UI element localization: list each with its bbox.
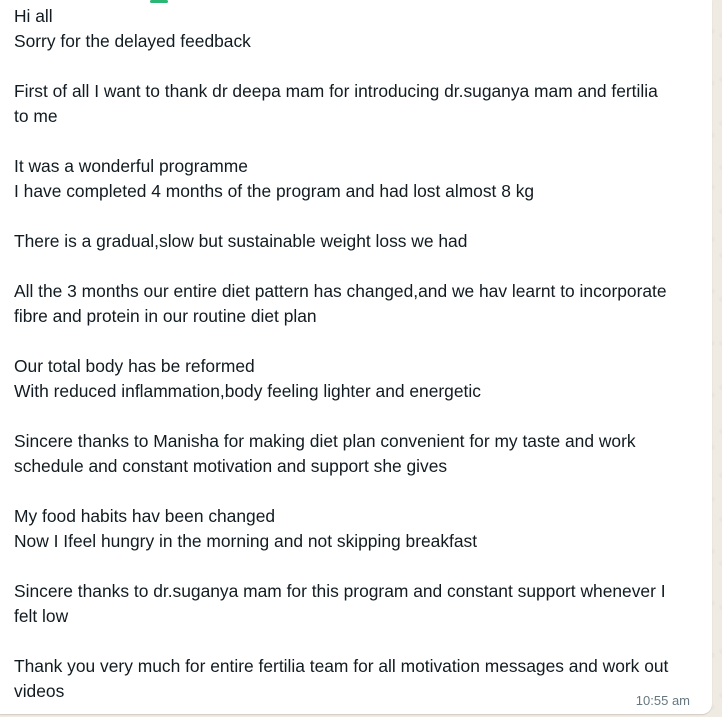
message-line: Sincere thanks to dr.suganya mam for this program and constant support whenever I xyxy=(14,581,666,601)
message-line: I have completed 4 months of the program and had lost almost 8 kg xyxy=(14,181,535,201)
paragraph-gap xyxy=(14,254,704,279)
message-line: Our total body has be reformed xyxy=(14,356,255,376)
message-timestamp: 10:55 am xyxy=(635,693,690,708)
message-line: Sincere thanks to Manisha for making diet plan convenient for my taste and work xyxy=(14,431,636,451)
message-line: Hi all xyxy=(14,6,53,26)
paragraph-gap xyxy=(14,129,704,154)
paragraph-gap xyxy=(14,404,704,429)
message-line: All the 3 months our entire diet pattern has changed,and we hav learnt to incorporate xyxy=(14,281,667,301)
paragraph-gap xyxy=(14,204,704,229)
paragraph-gap xyxy=(14,54,704,79)
paragraph-gap xyxy=(14,479,704,504)
paragraph-gap xyxy=(14,329,704,354)
message-line: There is a gradual,slow but sustainable weight loss we had xyxy=(14,231,468,251)
message-line: videos xyxy=(14,681,65,701)
message-line: Now I Ifeel hungry in the morning and not skipping breakfast xyxy=(14,531,478,551)
message-line: to me xyxy=(14,106,58,126)
sender-accent-bar xyxy=(150,0,168,3)
message-text xyxy=(14,4,704,704)
message-line: First of all I want to thank dr deepa mam for introducing dr.suganya mam and fertilia xyxy=(14,81,658,101)
paragraph-gap xyxy=(14,629,704,654)
message-line: fibre and protein in our routine diet plan xyxy=(14,306,317,326)
message-line: It was a wonderful programme xyxy=(14,156,248,176)
message-line: With reduced inflammation,body feeling lighter and energetic xyxy=(14,381,481,401)
message-line: My food habits hav been changed xyxy=(14,506,276,526)
message-line: felt low xyxy=(14,606,69,626)
paragraph-gap xyxy=(14,554,704,579)
message-line: Sorry for the delayed feedback xyxy=(14,31,251,51)
message-line: schedule and constant motivation and support she gives xyxy=(14,456,448,476)
message-line: Thank you very much for entire fertilia team for all motivation messages and work out xyxy=(14,656,669,676)
